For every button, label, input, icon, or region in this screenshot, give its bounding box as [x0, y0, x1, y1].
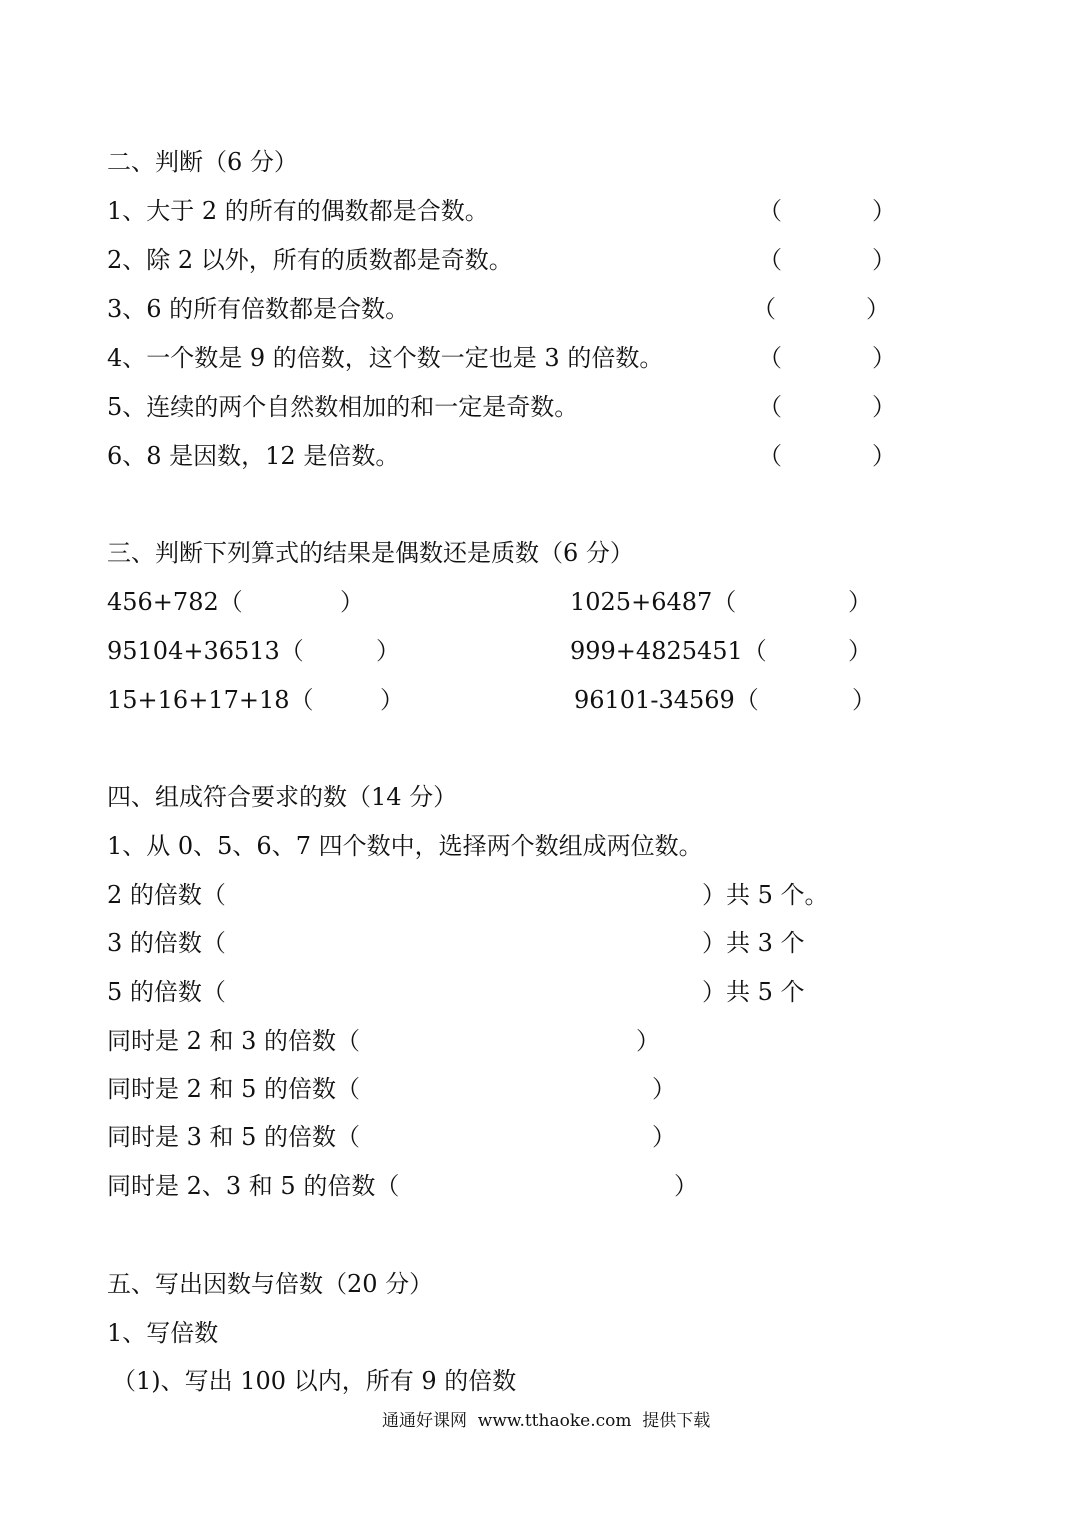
multiple-row-count: ）共 5 个	[702, 978, 805, 1006]
question-4-1: 1、从 0、5、6、7 四个数中，选择两个数组成两位数。	[107, 832, 703, 860]
multiple-row-count: ）共 5 个。	[702, 881, 829, 909]
answer-paren-close: ）	[872, 344, 896, 372]
question-5-1: 1、写倍数	[107, 1319, 219, 1347]
expression-1-close: ）	[340, 588, 364, 616]
expression-6-close: ）	[852, 686, 876, 714]
question-5-1-1: （1)、写出 100 以内，所有 9 的倍数	[112, 1367, 517, 1395]
section-5-title: 五、写出因数与倍数（20 分）	[107, 1270, 434, 1298]
expression-5: 15+16+17+18（	[107, 686, 314, 714]
section-3-title: 三、判断下列算式的结果是偶数还是质数（6 分）	[107, 539, 634, 567]
answer-paren-open[interactable]: （	[758, 197, 782, 225]
answer-paren-close: ）	[872, 246, 896, 274]
judge-item-2: 2、除 2 以外，所有的质数都是奇数。	[107, 246, 513, 274]
multiple-row-label: 2 的倍数（	[107, 881, 226, 909]
judge-item-6: 6、8 是因数，12 是倍数。	[107, 442, 400, 470]
answer-paren-open[interactable]: （	[758, 246, 782, 274]
expression-2: 1025+6487（	[570, 588, 737, 616]
judge-item-3: 3、6 的所有倍数都是合数。	[107, 295, 410, 323]
multiple-row-close: ）	[674, 1172, 698, 1200]
footer-source: 通通好课网 www.tthaoke.com 提供下载	[382, 1411, 711, 1431]
judge-item-1: 1、大于 2 的所有的偶数都是合数。	[107, 197, 489, 225]
judge-item-4: 4、一个数是 9 的倍数，这个数一定也是 3 的倍数。	[107, 344, 664, 372]
expression-3-close: ）	[376, 637, 400, 665]
answer-paren-open[interactable]: （	[758, 393, 782, 421]
answer-paren-close: ）	[872, 442, 896, 470]
multiple-row-close: ）	[636, 1027, 660, 1055]
expression-3: 95104+36513（	[107, 637, 304, 665]
answer-paren-close: ）	[872, 197, 896, 225]
judge-item-5: 5、连续的两个自然数相加的和一定是奇数。	[107, 393, 579, 421]
multiple-row-label: 同时是 3 和 5 的倍数（	[107, 1123, 361, 1151]
multiple-row-close: ）	[652, 1075, 676, 1103]
answer-paren-open[interactable]: （	[758, 442, 782, 470]
multiple-row-label: 同时是 2 和 5 的倍数（	[107, 1075, 361, 1103]
expression-5-close: ）	[380, 686, 404, 714]
section-4-title: 四、组成符合要求的数（14 分）	[107, 783, 458, 811]
multiple-row-label: 5 的倍数（	[107, 978, 226, 1006]
expression-6: 96101-34569（	[574, 686, 759, 714]
answer-paren-open[interactable]: （	[752, 295, 776, 323]
answer-paren-close: ）	[872, 393, 896, 421]
expression-2-close: ）	[848, 588, 872, 616]
expression-1: 456+782（	[107, 588, 243, 616]
expression-4-close: ）	[848, 637, 872, 665]
multiple-row-label: 同时是 2、3 和 5 的倍数（	[107, 1172, 400, 1200]
multiple-row-label: 同时是 2 和 3 的倍数（	[107, 1027, 361, 1055]
multiple-row-count: ）共 3 个	[702, 929, 805, 957]
answer-paren-open[interactable]: （	[758, 344, 782, 372]
answer-paren-close: ）	[866, 295, 890, 323]
expression-4: 999+4825451（	[570, 637, 767, 665]
multiple-row-close: ）	[652, 1123, 676, 1151]
multiple-row-label: 3 的倍数（	[107, 929, 226, 957]
section-2-title: 二、判断（6 分）	[107, 148, 298, 176]
